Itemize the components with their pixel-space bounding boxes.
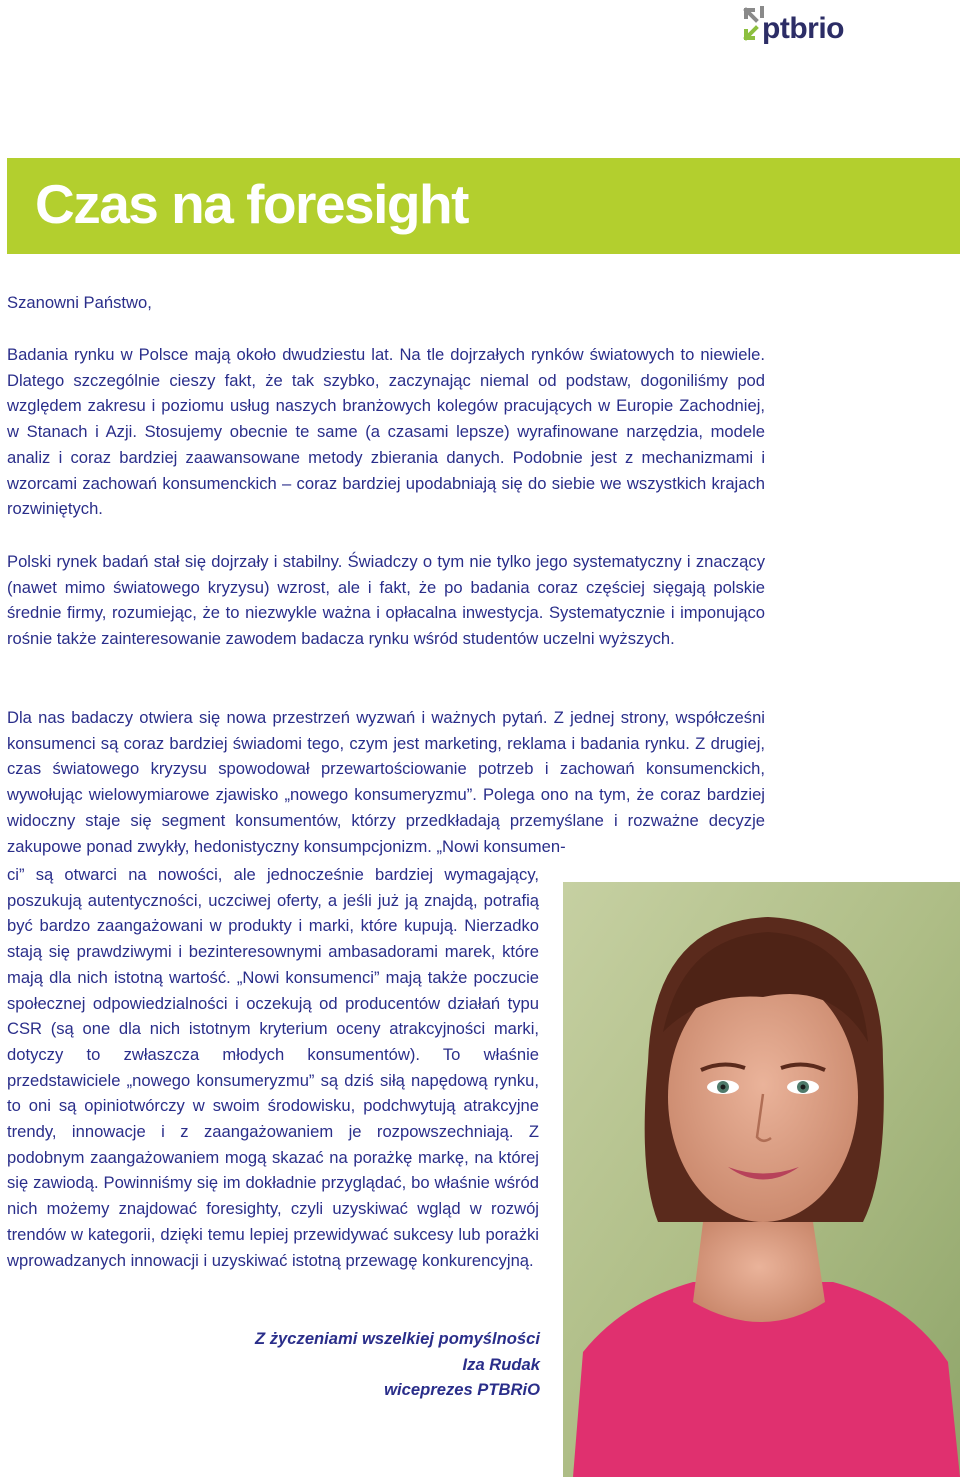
ptbrio-logo xyxy=(740,4,860,52)
signatory-name: Iza Rudak xyxy=(462,1354,540,1374)
paragraph-4: ci” są otwarci na nowości, ale jednocześnie bardziej wymagający, poszukują autentyczności, uczciwej oferty, a jeśli już ją znajdą, potrafią być bardzo zaangażowani w produkty i marki, które kupują. Nierzadko stają się prawdziwymi i bezinteresownymi ambasadorami marek, które mają dla nich istotną wartość. „Nowi konsumenci” mają także poczucie społecznej odpowiedzialności i oczekują od producentów działań typu CSR (są one dla nich istotnym kryterium oceny atrakcyjności marki, dotyczy to zwłaszcza młodych konsumentów). To właśnie przedstawiciele „nowego konsumeryzmu” są dziś siłą napędową rynku, to oni są opiniotwórczy w swoim środowisku, podchwytują atrakcyjne trendy, innowacje i z zaangażowaniem je rozpowszechniają. Z podobnym zaangażowaniem mogą skazać na porażkę markę, na której się zawiodą. Powinniśmy się im dokładnie przyglądać, bo właśnie wśród nich możemy znajdować foresighty, czyli uzyskiwać wgląd w rozwój trendów w kategorii, dzięki temu lepiej przewidywać sukcesy lub porażki wprowadzanych innowacji i uzyskiwać istotną przewagę konkurencyjną. xyxy=(7,865,539,1270)
paragraph-1: Badania rynku w Polsce mają około dwudziestu lat. Na tle dojrzałych rynków światowych to niewiele. Dlatego szczególnie cieszy fakt, że tak szybko, zaczynając niemal od podstaw, dogoniliśmy pod względem zakresu i poziomu usług naszych branżowych kolegów pracujących w Europie Zachodniej, w Stanach i Azji. Stosujemy obecnie te same (a czasami lepsze) wyrafinowane narzędzia, modele analiz i coraz bardziej zaawansowane metody zbierania danych. Podobnie jest z mechanizmami i wzorcami zachowań konsumenckich – coraz bardziej upodabniają się do siebie we wszystkich krajach rozwiniętych. xyxy=(7,345,765,519)
title-banner xyxy=(7,158,960,254)
closing-line: Z życzeniami wszelkiej pomyślności xyxy=(255,1329,540,1348)
page-title: Czas na foresight xyxy=(35,173,468,235)
salutation: Szanowni Państwo, xyxy=(7,293,152,312)
paragraph-3: Dla nas badaczy otwiera się nowa przestrzeń wyzwań i ważnych pytań. Z jednej strony, współcześni konsumenci są coraz bardziej świadomi tego, czym jest marketing, reklama i badania rynku. Z drugiej, czas światowego kryzysu spowodował przewartościowanie potrzeb i zachowań konsumenckich, wywołując wielowymiarowe zjawisko „nowego konsumeryzmu”. Polega ono na tym, że coraz bardziej widoczny staje się segment konsumentów, którzy przedkładają przemyślane i rozważne decyzje zakupowe ponad zwykły, hedonistyczny konsumpcjonizm. „Nowi konsumen- xyxy=(7,708,765,856)
logo-text: ptbrio xyxy=(762,12,844,45)
portrait-illustration xyxy=(563,882,960,1477)
signatory-role: wiceprezes PTBRiO xyxy=(384,1380,540,1400)
portrait-photo xyxy=(563,882,960,1477)
paragraph-2: Polski rynek badań stał się dojrzały i stabilny. Świadczy o tym nie tylko jego systematyczny i znaczący (nawet mimo światowego kryzysu) wzrost, ale i fakt, że po badania coraz częściej sięgają polskie średnie firmy, rozumiejąc, że to niezwykle ważna i opłacalna inwestycja. Systematycznie i imponująco rośnie także zainteresowanie zawodem badacza rynku wśród studentów uczelni wyższych. xyxy=(7,552,765,649)
signature-block xyxy=(200,1326,540,1403)
